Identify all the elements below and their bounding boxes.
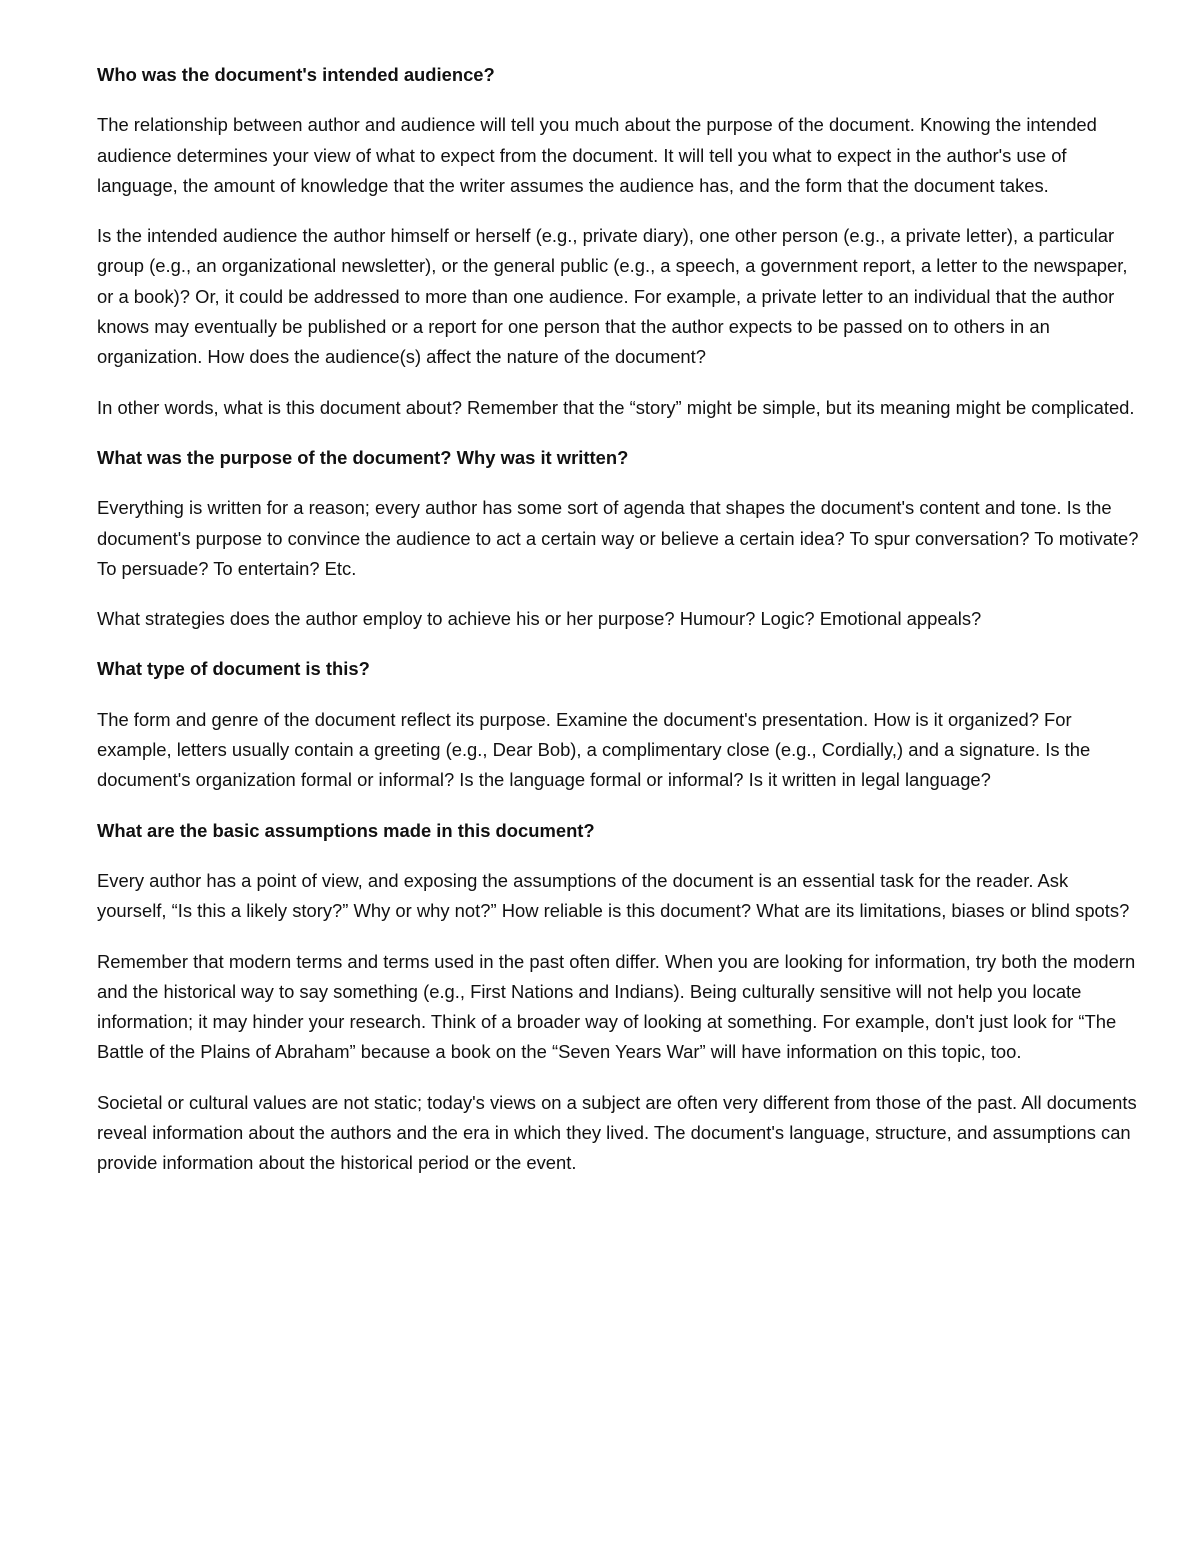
section-heading: What was the purpose of the document? Why was it written?	[97, 446, 629, 468]
paragraph: Every author has a point of view, and exposing the assumptions of the document is an essential task for the reader. Ask yourself, “Is this a likely story?” Why or why not?” How reliable is this document? What are its limitations, biases or blind spots?	[97, 869, 1130, 922]
paragraph: In other words, what is this document about? Remember that the “story” might be simple, but its meaning might be complicated.	[97, 396, 1135, 418]
section-heading: What type of document is this?	[97, 658, 370, 680]
paragraph: The form and genre of the document reflect its purpose. Examine the document's presentation. How is it organized? For example, letters usually contain a greeting (e.g., Dear Bob), a complimentary close (e.g., Cordially,) and a signature. Is the document's organization formal or informal? Is the language formal or informal? Is it written in legal language?	[97, 708, 1091, 791]
section-heading: Who was the document's intended audience?	[97, 64, 495, 85]
paragraph: Everything is written for a reason; every author has some sort of agenda that shapes the document's content and tone. Is the document's purpose to convince the audience to act a certain way or believe a certain idea? To spur conversation? To motivate? To persuade? To entertain? Etc.	[97, 497, 1139, 579]
paragraph: Is the intended audience the author himself or herself (e.g., private diary), one other person (e.g., a private letter), a particular group (e.g., an organizational newsletter), or the general public (e.g., a speech, a government report, a letter to the newspaper, or a book)? Or, it could be addressed to more than one audience. For example, a private letter to an individual that the author knows may eventually be published or a report for one person that the author expects to be passed on to others in an organization. How does the audience(s) affect the nature of the document?	[97, 225, 1128, 368]
paragraph: What strategies does the author employ to achieve his or her purpose? Humour? Logic? Emotional appeals?	[97, 608, 982, 630]
paragraph: Societal or cultural values are not static; today's views on a subject are often very different from those of the past. All documents reveal information about the authors and the era in which they lived. The document's language, structure, and assumptions can provide information about the historical period or the event.	[97, 1091, 1137, 1174]
paragraph: The relationship between author and audience will tell you much about the purpose of the document. Knowing the intended audience determines your view of what to expect from the document. It will tell you what to expect in the author's use of language, the amount of knowledge that the writer assumes the audience has, and the form that the document takes.	[97, 114, 1097, 196]
paragraph: Remember that modern terms and terms used in the past often differ. When you are looking for information, try both the modern and the historical way to say something (e.g., First Nations and Indians). Being culturally sensitive will not help you locate information; it may hinder your research. Think of a broader way of looking at something. For example, don't just look for “The Battle of the Plains of Abraham” because a book on the “Seven Years War” will have information on this topic, too.	[97, 950, 1136, 1063]
document-page	[97, 60, 1142, 1199]
section-heading: What are the basic assumptions made in this document?	[97, 819, 595, 841]
